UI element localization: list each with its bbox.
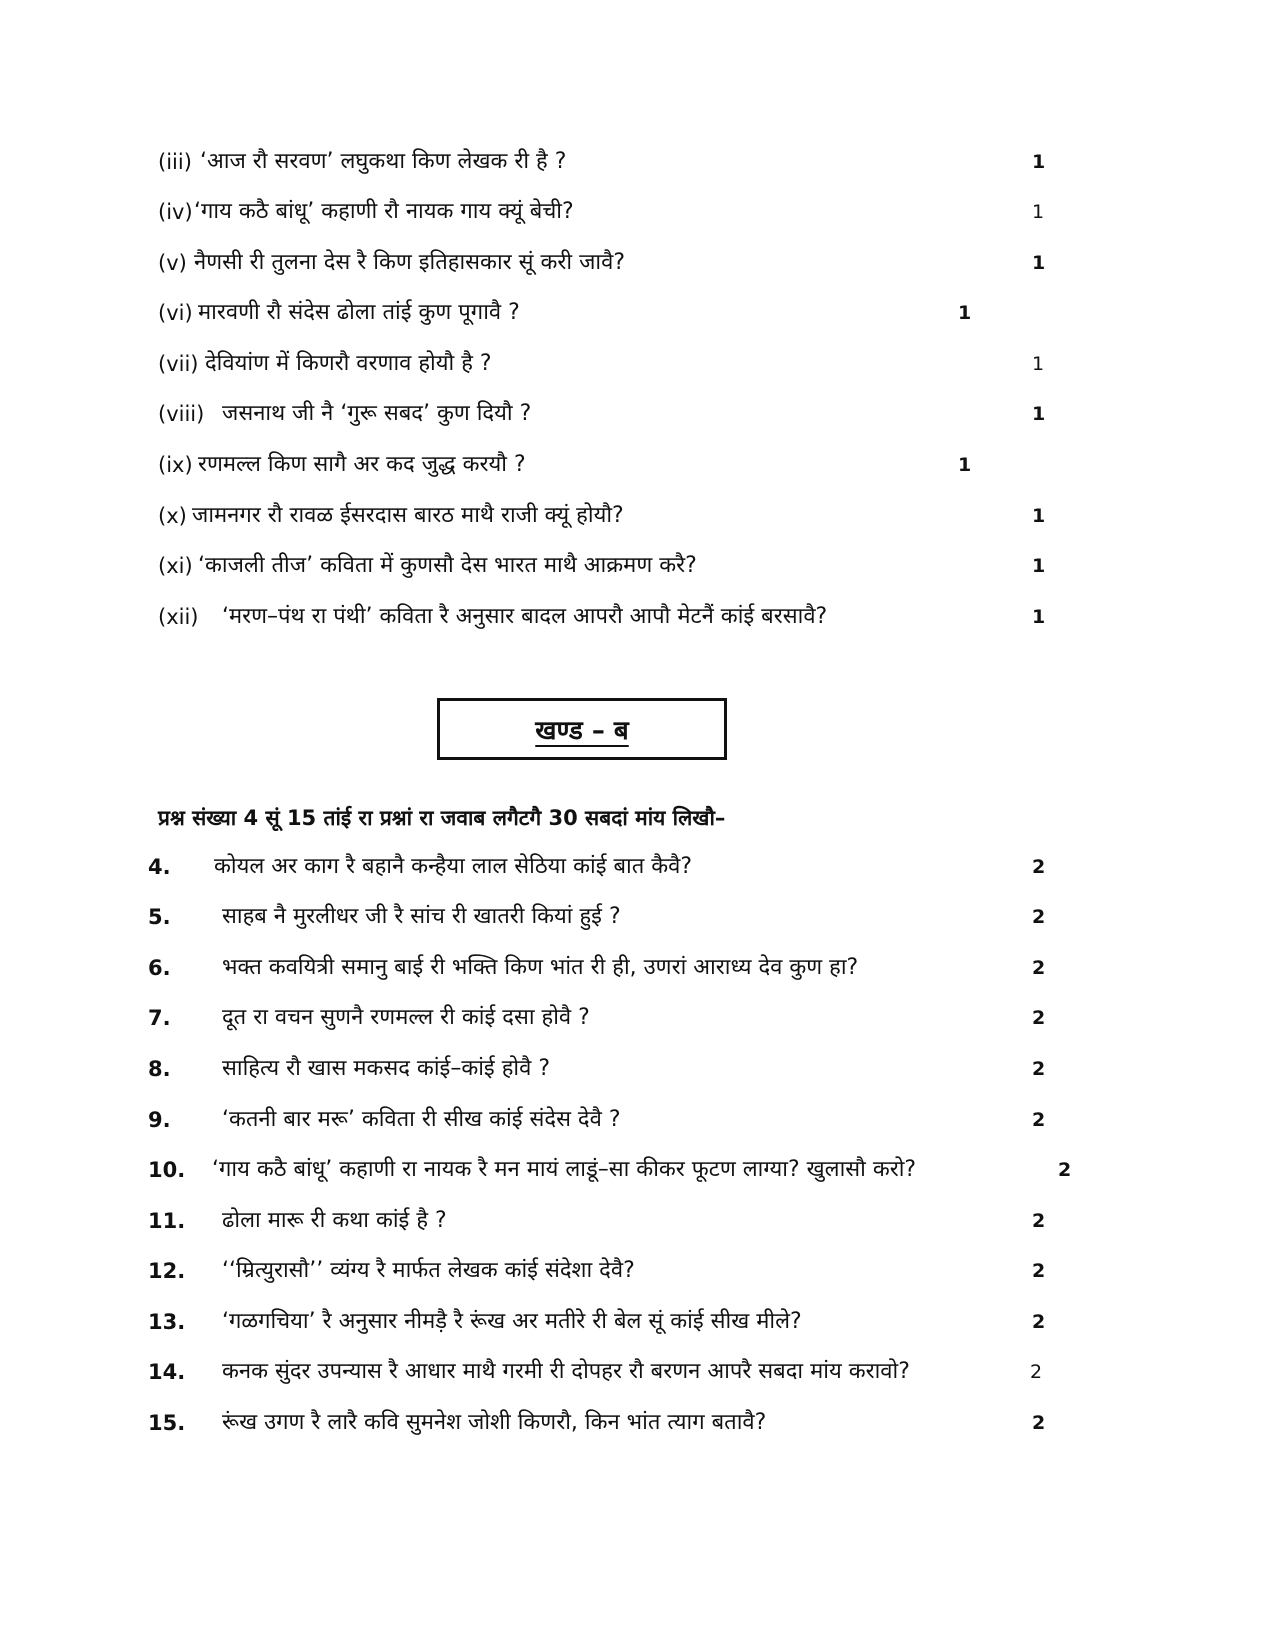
question-marks: 1 — [958, 454, 972, 476]
question-item — [0, 998, 1275, 1038]
question-marks: 1 — [958, 302, 972, 324]
question-item — [0, 1302, 1275, 1342]
section-b-heading-box — [437, 698, 727, 760]
question-number: (iv) — [158, 200, 193, 224]
question-text: ‘गाय कठै बांधू’ कहाणी रौ नायक गाय क्यूं बेची? — [194, 199, 574, 224]
question-marks: 2 — [1032, 1412, 1046, 1434]
question-item — [0, 394, 1275, 434]
question-item — [0, 847, 1275, 887]
question-item — [0, 1100, 1275, 1140]
question-number: 14. — [148, 1360, 186, 1384]
question-number: (x) — [158, 504, 187, 528]
question-item — [0, 445, 1275, 485]
question-item — [0, 1403, 1275, 1443]
question-number: 11. — [148, 1209, 186, 1233]
question-marks: 2 — [1058, 1159, 1072, 1181]
question-item — [0, 1251, 1275, 1291]
question-item — [0, 897, 1275, 937]
question-number: (viii) — [158, 402, 205, 426]
question-item — [0, 243, 1275, 283]
question-marks: 2 — [1032, 856, 1046, 878]
question-item — [0, 293, 1275, 333]
question-text: ढोला मारू री कथा कांई है ? — [222, 1208, 447, 1233]
question-text: दूत रा वचन सुणनै रणमल्ल री कांई दसा होवै ? — [222, 1005, 590, 1030]
question-number: 9. — [148, 1108, 171, 1132]
question-text: ‘‘म्रित्युरासौ’’ व्यंग्य रै मार्फत लेखक कांई संदेशा देवै? — [222, 1258, 635, 1283]
question-marks: 2 — [1032, 957, 1046, 979]
question-marks: 2 — [1030, 1361, 1043, 1383]
question-text: जसनाथ जी नै ‘गुरू सबद’ कुण दियौ ? — [222, 401, 532, 426]
question-marks: 2 — [1032, 1058, 1046, 1080]
question-number: 6. — [148, 956, 171, 980]
question-text: कोयल अर काग रै बहानै कन्हैया लाल सेठिया कांई बात कैवै? — [214, 854, 693, 879]
question-marks: 2 — [1032, 1109, 1046, 1131]
section-b-instruction: प्रश्न संख्या 4 सूं 15 तांई रा प्रश्नां रा जवाब लगैटगै 30 सबदां मांय लिखौ– — [158, 806, 726, 830]
question-text: रूंख उगण रै लारै कवि सुमनेश जोशी किणरौ, किन भांत त्याग बतावै? — [222, 1410, 767, 1435]
question-marks: 2 — [1032, 906, 1046, 928]
question-item — [0, 1201, 1275, 1241]
question-number: 10. — [148, 1158, 186, 1182]
question-number: (iii) — [158, 150, 192, 174]
question-item — [0, 597, 1275, 637]
question-marks: 2 — [1032, 1210, 1046, 1232]
question-text: ‘गळगचिया’ रै अनुसार नीमड़ै रै रूंख अर मतीरे री बेल सूं कांई सीख मीले? — [222, 1309, 802, 1334]
question-number: (xi) — [158, 554, 193, 578]
question-text: ‘आज रौ सरवण’ लघुकथा किण लेखक री है ? — [200, 149, 567, 174]
question-text: ‘काजली तीज’ कविता में कुणसौ देस भारत माथै आक्रमण करै? — [198, 553, 697, 578]
question-item — [0, 1352, 1275, 1392]
question-item — [0, 546, 1275, 586]
question-item — [0, 496, 1275, 536]
question-marks: 1 — [1032, 403, 1046, 425]
question-text: नैणसी री तुलना देस रै किण इतिहासकार सूं करी जावै? — [194, 250, 626, 275]
question-marks: 2 — [1032, 1007, 1046, 1029]
question-text: साहब नै मुरलीधर जी रै सांच री खातरी कियां हुई ? — [222, 904, 621, 929]
question-item — [0, 1150, 1275, 1190]
question-number: 12. — [148, 1259, 186, 1283]
question-number: 4. — [148, 855, 171, 879]
question-marks: 1 — [1032, 555, 1046, 577]
question-number: (ix) — [158, 453, 193, 477]
question-item — [0, 1049, 1275, 1089]
question-marks: 1 — [1032, 606, 1046, 628]
question-marks: 2 — [1032, 1260, 1046, 1282]
question-number: 13. — [148, 1310, 186, 1334]
question-item — [0, 948, 1275, 988]
question-text: रणमल्ल किण सागै अर कद जुद्ध करयौ ? — [198, 452, 526, 477]
question-item — [0, 142, 1275, 182]
question-text: जामनगर रौ रावळ ईसरदास बारठ माथै राजी क्यूं होयौ? — [192, 503, 624, 528]
question-number: 15. — [148, 1411, 186, 1435]
question-marks: 1 — [1032, 252, 1046, 274]
question-item — [0, 344, 1275, 384]
question-text: ‘कतनी बार मरू’ कविता री सीख कांई संदेस देवै ? — [222, 1107, 621, 1132]
question-number: (vii) — [158, 352, 199, 376]
question-marks: 1 — [1032, 201, 1045, 223]
question-number: 8. — [148, 1057, 171, 1081]
question-marks: 1 — [1032, 505, 1046, 527]
question-item — [0, 192, 1275, 232]
section-b-title: खण्ड – ब — [535, 716, 629, 746]
question-number: 5. — [148, 905, 171, 929]
question-marks: 1 — [1032, 353, 1045, 375]
question-marks: 2 — [1032, 1311, 1046, 1333]
question-text: ‘गाय कठै बांधू’ कहाणी रा नायक रै मन मायं लाडूं–सा कीकर फूटण लाग्या? खुलासौ करो? — [212, 1157, 917, 1182]
question-text: कनक सुंदर उपन्यास रै आधार माथै गरमी री दोपहर रौ बरणन आपरै सबदा मांय करावो? — [222, 1359, 910, 1384]
question-number: (xii) — [158, 605, 199, 629]
question-number: (vi) — [158, 301, 193, 325]
question-number: (v) — [158, 251, 187, 275]
question-text: भक्त कवयित्री समानु बाई री भक्ति किण भांत री ही, उणरां आराध्य देव कुण हा? — [222, 955, 859, 980]
question-text: ‘मरण–पंथ रा पंथी’ कविता रै अनुसार बादल आपरौ आपौ मेटनैं कांई बरसावै? — [222, 604, 828, 629]
question-marks: 1 — [1032, 151, 1046, 173]
question-number: 7. — [148, 1006, 171, 1030]
question-text: साहित्य रौ खास मकसद कांई–कांई होवै ? — [222, 1056, 550, 1081]
question-text: देवियांण में किणरौ वरणाव होयौ है ? — [205, 351, 492, 376]
question-text: मारवणी रौ संदेस ढोला तांई कुण पूगावै ? — [198, 300, 520, 325]
